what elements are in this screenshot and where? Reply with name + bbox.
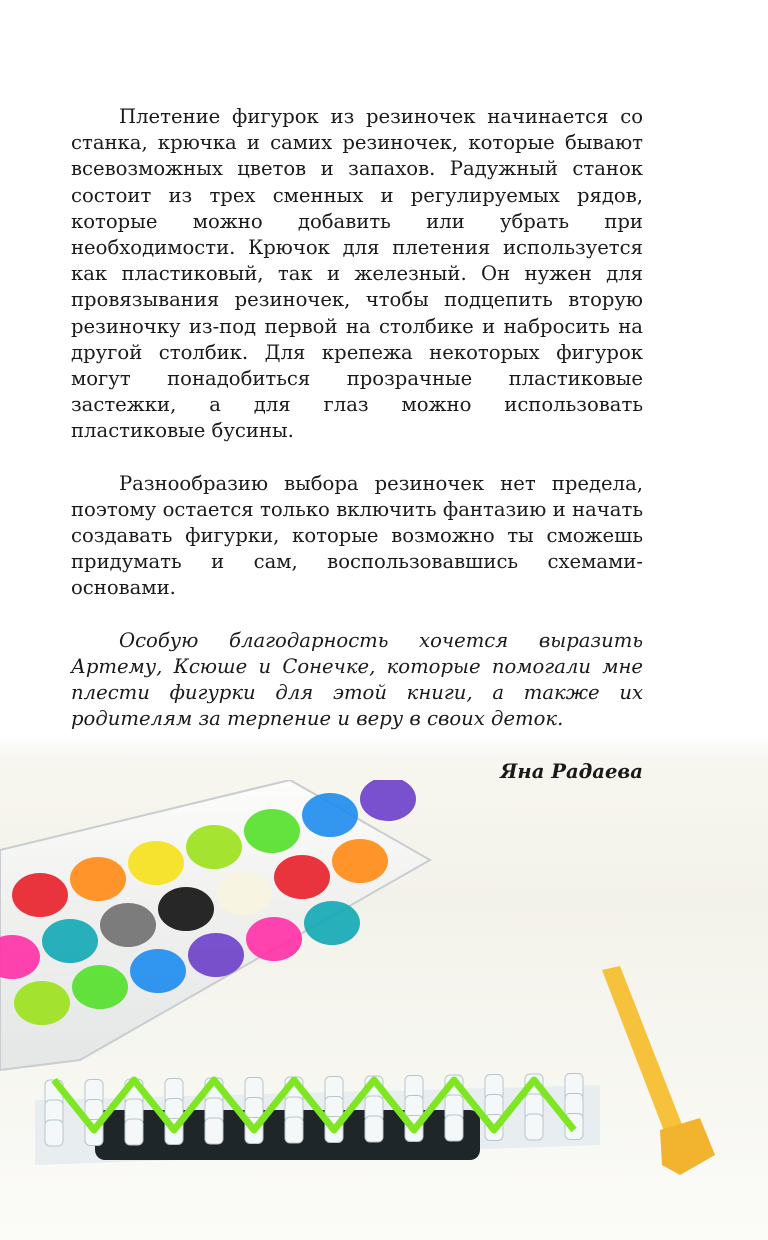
band-bundle [130, 949, 186, 993]
loom-peg [285, 1117, 303, 1143]
band-bundle [100, 903, 156, 947]
band-bundle [128, 841, 184, 885]
body-text [71, 104, 643, 732]
rubber-band-loom-photo [0, 780, 768, 1240]
author-signature: Яна Радаева [500, 760, 643, 783]
loom-peg [365, 1116, 383, 1142]
band-bundle [244, 809, 300, 853]
loom-peg [45, 1120, 63, 1146]
band-bundle [158, 887, 214, 931]
band-bundle [304, 901, 360, 945]
loom-peg [125, 1119, 143, 1145]
storage-tray [0, 780, 430, 1070]
paragraph-variety: Разнообразию выбора резиночек нет предела, поэтому остается только включить фантазию и начать создавать фигурки, которые возможно ты сможешь придумать и сам, воспользовавшись схемами-основами. [71, 471, 643, 600]
band-bundle [274, 855, 330, 899]
band-bundle [14, 981, 70, 1025]
band-bundle [216, 871, 272, 915]
crochet-hook [602, 966, 715, 1175]
band-bundle [302, 793, 358, 837]
band-bundle [70, 857, 126, 901]
band-bundle [12, 873, 68, 917]
loom-board [35, 1074, 600, 1166]
band-bundle [188, 933, 244, 977]
band-bundle [186, 825, 242, 869]
band-bundle [42, 919, 98, 963]
loom-peg [525, 1114, 543, 1140]
band-bundle [246, 917, 302, 961]
loom-peg [445, 1115, 463, 1141]
band-bundle [332, 839, 388, 883]
band-bundle [360, 780, 416, 821]
paragraph-acknowledgement: Особую благодарность хочется выразить Артему, Ксюше и Сонечке, которые помогали мне плести фигурки для этой книги, а также их родителям за терпение и веру в своих деток. [71, 628, 643, 731]
loom-peg [205, 1118, 223, 1144]
band-bundle [72, 965, 128, 1009]
paragraph-intro: Плетение фигурок из резиночек начинается со станка, крючка и самих резиночек, которые бывают всевозможных цветов и запахов. Радужный станок состоит из трех сменных и регулируемых рядов, которые можно добавить или убрать при необходимости. Крючок для плетения используется как пластиковый, так и железный. Он нужен для провязывания резиночек, чтобы подцепить вторую резиночку из-под первой на столбике и набросить на другой столбик. Для крепежа некоторых фигурок могут понадобиться прозрачные пластиковые застежки, а для глаз можно использовать пластиковые бусины. [71, 105, 643, 443]
